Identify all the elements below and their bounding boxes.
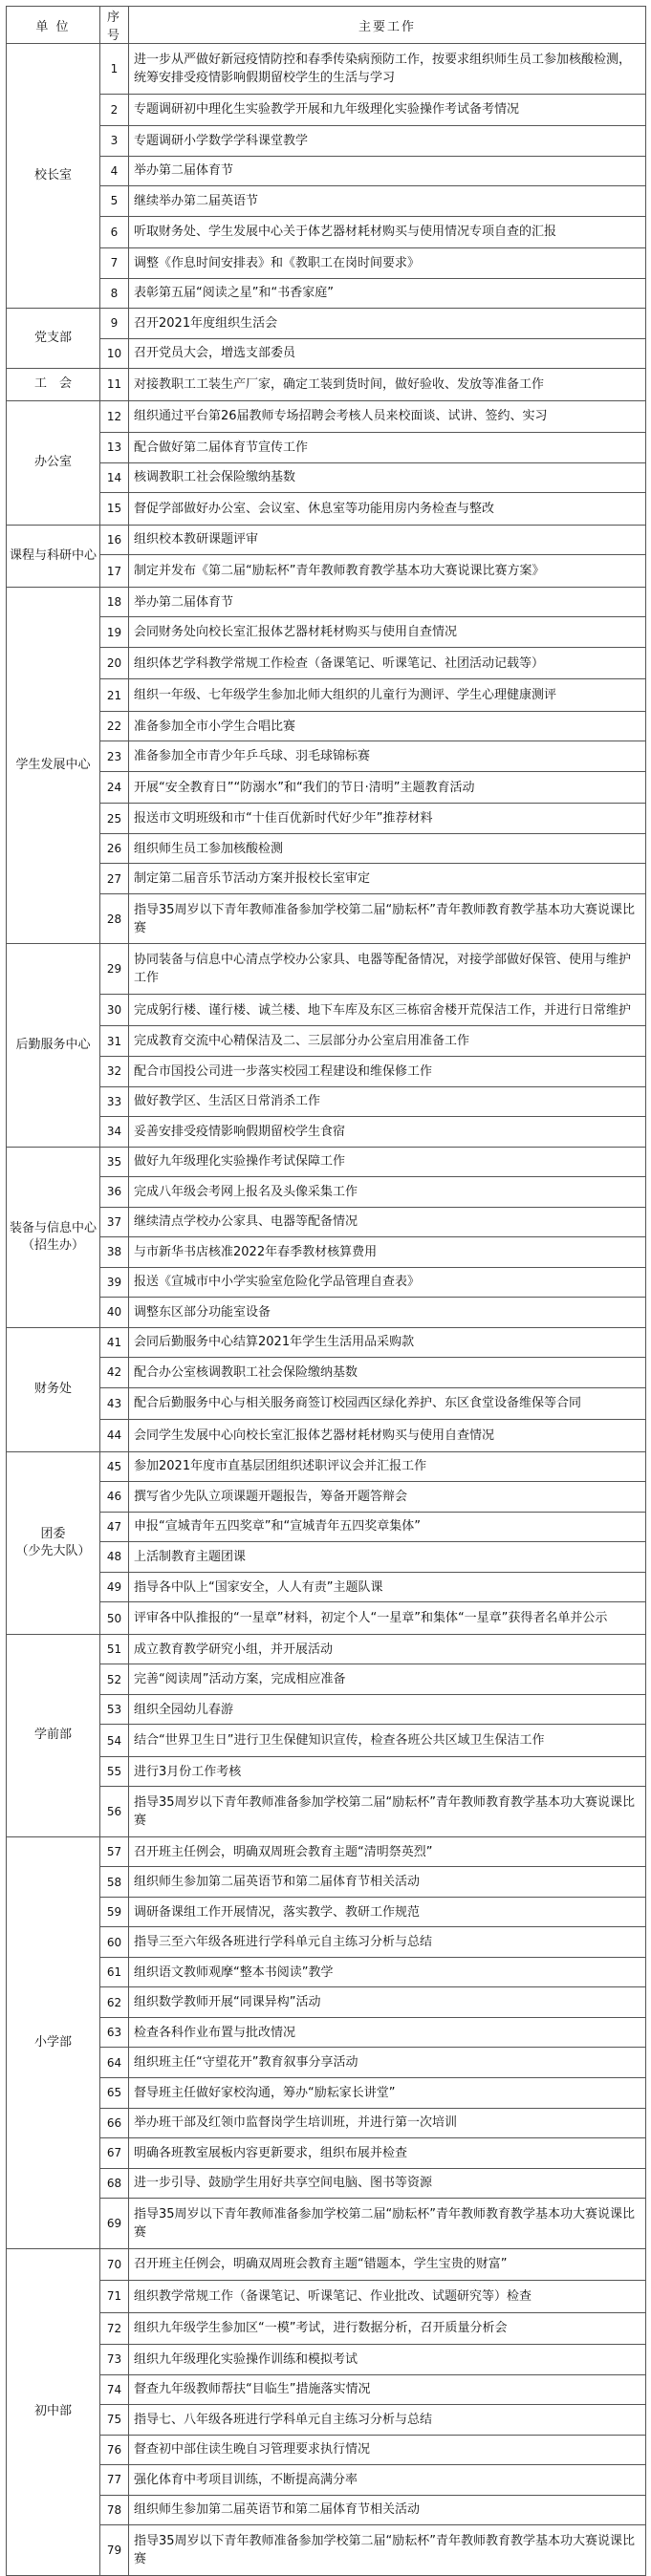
table-row [7, 2495, 646, 2525]
task-cell: 组织校本教研课题评审 [129, 525, 646, 555]
table-row [7, 2199, 646, 2249]
table-row [7, 1756, 646, 1787]
task-cell: 制定第二届音乐节活动方案并报校长室审定 [129, 864, 646, 894]
task-cell: 准备参加全市青少年乒乓球、羽毛球锦标赛 [129, 741, 646, 772]
row-number: 78 [100, 2495, 129, 2525]
row-number: 61 [100, 1957, 129, 1987]
row-number: 15 [100, 493, 129, 526]
table-row [7, 1327, 646, 1358]
task-cell: 组织九年级理化实验操作训练和模拟考试 [129, 2345, 646, 2375]
task-cell: 召开班主任例会，明确双周班会教育主题“清明祭英烈” [129, 1836, 646, 1867]
work-plan-table [6, 6, 646, 2576]
table-row [7, 944, 646, 995]
table-row [7, 1026, 646, 1057]
table-row [7, 1664, 646, 1695]
row-number: 43 [100, 1387, 129, 1420]
task-cell: 举办第二届体育节 [129, 156, 646, 186]
task-cell: 会同财务处向校长室汇报体艺器材耗材购买与使用自查情况 [129, 617, 646, 648]
task-cell: 评审各中队推报的“一星章”材料，初定个人“一星章”和集体“一星章”获得者名单并公示 [129, 1602, 646, 1635]
row-number: 68 [100, 2168, 129, 2199]
table-row [7, 1482, 646, 1513]
row-number: 25 [100, 804, 129, 834]
unit-cell: 财务处 [7, 1327, 100, 1451]
task-cell: 协同装备与信息中心清点学校办公家具、电器等配备情况，对接学部做好保管、使用与维护工作 [129, 944, 646, 995]
task-cell: 配合后勤服务中心与相关服务商签订校园西区绿化养护、东区食堂设备维保等合同 [129, 1387, 646, 1420]
unit-cell: 初中部 [7, 2248, 100, 2575]
row-number: 42 [100, 1358, 129, 1388]
row-number: 8 [100, 278, 129, 309]
task-cell: 指导35周岁以下青年教师准备参加学校第二届“励耘杯”青年教师教育教学基本功大赛说课比赛 [129, 2199, 646, 2249]
table-row [7, 2405, 646, 2436]
unit-cell: 装备与信息中心 （招生办） [7, 1147, 100, 1327]
task-cell: 做好九年级理化实验操作考试保障工作 [129, 1147, 646, 1177]
row-number: 65 [100, 2078, 129, 2109]
row-number: 46 [100, 1482, 129, 1513]
row-number: 24 [100, 771, 129, 804]
task-cell: 报送《宣城市中小学实验室危险化学品管理自查表》 [129, 1267, 646, 1298]
task-cell: 对接教职工工装生产厂家，确定工装到货时间，做好验收、发放等准备工作 [129, 369, 646, 401]
table-row [7, 1237, 646, 1268]
row-number: 36 [100, 1177, 129, 1208]
table-row [7, 1957, 646, 1987]
task-cell: 组织班主任“守望花开”教育叙事分享活动 [129, 2048, 646, 2078]
row-number: 59 [100, 1897, 129, 1927]
table-row [7, 126, 646, 157]
table-row [7, 1694, 646, 1725]
table-row [7, 1451, 646, 1482]
row-number: 56 [100, 1787, 129, 1837]
unit-cell: 党支部 [7, 309, 100, 369]
task-cell: 组织通过平台第26届教师专场招聘会考核人员来校面谈、试讲、签约、实习 [129, 400, 646, 433]
table-row [7, 94, 646, 126]
task-cell: 撰写省少先队立项课题开题报告，筹备开题答辩会 [129, 1482, 646, 1513]
unit-cell: 办公室 [7, 400, 100, 525]
row-number: 49 [100, 1572, 129, 1602]
task-cell: 完成教育交流中心精保洁及二、三层部分办公室启用准备工作 [129, 1026, 646, 1057]
table-row [7, 2281, 646, 2313]
task-cell: 会同后勤服务中心结算2021年学生生活用品采购款 [129, 1327, 646, 1358]
task-cell: 组织语文教师观摩“整本书阅读”教学 [129, 1957, 646, 1987]
row-number: 58 [100, 1867, 129, 1898]
table-row [7, 617, 646, 648]
task-cell: 表彰第五届“阅读之星”和“书香家庭” [129, 278, 646, 309]
row-number: 21 [100, 679, 129, 712]
task-cell: 举办班干部及红领巾监督岗学生培训班，并进行第一次培训 [129, 2108, 646, 2138]
task-cell: 检查各科作业布置与批改情况 [129, 2017, 646, 2048]
row-number: 38 [100, 1237, 129, 1268]
task-cell: 召开2021年度组织生活会 [129, 309, 646, 339]
task-cell: 督促学部做好办公室、会议室、休息室等功能用房内务检查与整改 [129, 493, 646, 526]
task-cell: 指导35周岁以下青年教师准备参加学校第二届“励耘杯”青年教师教育教学基本功大赛说课比赛 [129, 893, 646, 944]
task-cell: 强化体育中考项目训练，不断提高满分率 [129, 2465, 646, 2496]
unit-cell: 后勤服务中心 [7, 944, 100, 1147]
task-cell: 组织师生员工参加核酸检测 [129, 833, 646, 864]
row-number: 51 [100, 1634, 129, 1664]
row-number: 54 [100, 1725, 129, 1757]
row-number: 76 [100, 2435, 129, 2465]
table-row [7, 555, 646, 588]
table-row [7, 2435, 646, 2465]
unit-cell: 课程与科研中心 [7, 525, 100, 587]
task-cell: 报送市文明班级和市“十佳百优新时代好少年”推荐材料 [129, 804, 646, 834]
table-row [7, 1420, 646, 1452]
table-row [7, 1387, 646, 1420]
row-number: 20 [100, 647, 129, 679]
row-number: 75 [100, 2405, 129, 2436]
table-row [7, 1267, 646, 1298]
row-number: 32 [100, 1056, 129, 1086]
task-cell: 完成躬行楼、谨行楼、诚兰楼、地下车库及东区三栋宿舍楼开荒保洁工作，并进行日常维护 [129, 994, 646, 1026]
table-row [7, 248, 646, 279]
table-row [7, 1056, 646, 1086]
table-row [7, 1725, 646, 1757]
task-cell: 继续举办第二届英语节 [129, 186, 646, 217]
task-cell: 配合办公室核调教职工社会保险缴纳基数 [129, 1358, 646, 1388]
row-number: 47 [100, 1512, 129, 1542]
task-cell: 组织体艺学科教学常规工作检查（备课笔记、听课笔记、社团活动记载等） [129, 647, 646, 679]
row-number: 63 [100, 2017, 129, 2048]
table-row [7, 309, 646, 339]
task-cell: 准备参加全市小学生合唱比赛 [129, 711, 646, 741]
table-row [7, 1117, 646, 1148]
header-row [7, 7, 646, 44]
table-row [7, 2374, 646, 2405]
table-row [7, 1836, 646, 1867]
table-body [7, 44, 646, 2576]
task-cell: 组织师生参加第二届英语节和第二届体育节相关活动 [129, 2495, 646, 2525]
row-number: 45 [100, 1451, 129, 1482]
task-cell: 上活制教育主题团课 [129, 1542, 646, 1573]
row-number: 50 [100, 1602, 129, 1635]
task-cell: 督查初中部住读生晚自习管理要求执行情况 [129, 2435, 646, 2465]
row-number: 66 [100, 2108, 129, 2138]
row-number: 11 [100, 369, 129, 401]
table-row [7, 1147, 646, 1177]
row-number: 29 [100, 944, 129, 995]
task-cell: 完善“阅读周”活动方案，完成相应准备 [129, 1664, 646, 1695]
row-number: 22 [100, 711, 129, 741]
table-row [7, 1177, 646, 1208]
row-number: 26 [100, 833, 129, 864]
header-unit: 单 位 [7, 7, 100, 44]
row-number: 64 [100, 2048, 129, 2078]
row-number: 79 [100, 2525, 129, 2576]
row-number: 34 [100, 1117, 129, 1148]
table-row [7, 216, 646, 248]
row-number: 44 [100, 1420, 129, 1452]
table-row [7, 1634, 646, 1664]
row-number: 2 [100, 94, 129, 126]
unit-cell: 校长室 [7, 44, 100, 309]
table-row [7, 587, 646, 617]
row-number: 57 [100, 1836, 129, 1867]
task-cell: 指导三至六年级各班进行学科单元自主练习分析与总结 [129, 1927, 646, 1958]
task-cell: 配合市国投公司进一步落实校园工程建设和维保修工作 [129, 1056, 646, 1086]
row-number: 60 [100, 1927, 129, 1958]
task-cell: 开展“安全教育日”“防溺水”和“我们的节日·清明”主题教育活动 [129, 771, 646, 804]
task-cell: 申报“宣城青年五四奖章”和“宣城青年五四奖章集体” [129, 1512, 646, 1542]
task-cell: 进一步从严做好新冠疫情防控和春季传染病预防工作，按要求组织师生员工参加核酸检测，统筹安排受疫情影响假期留校学生的生活与学习 [129, 44, 646, 95]
task-cell: 做好教学区、生活区日常消杀工作 [129, 1086, 646, 1117]
row-number: 9 [100, 309, 129, 339]
unit-cell: 学生发展中心 [7, 587, 100, 944]
row-number: 23 [100, 741, 129, 772]
table-row [7, 864, 646, 894]
table-row [7, 493, 646, 526]
task-cell: 组织教学常规工作（备课笔记、听课笔记、作业批改、试题研究等）检查 [129, 2281, 646, 2313]
row-number: 67 [100, 2138, 129, 2169]
table-row [7, 711, 646, 741]
table-row [7, 647, 646, 679]
table-row [7, 2108, 646, 2138]
task-cell: 召开班主任例会，明确双周班会教育主题“错题本，学生宝贵的财富” [129, 2248, 646, 2281]
table-row [7, 1358, 646, 1388]
task-cell: 进行3月份工作考核 [129, 1756, 646, 1787]
table-row [7, 1867, 646, 1898]
task-cell: 专题调研小学数学学科课堂教学 [129, 126, 646, 157]
table-row [7, 893, 646, 944]
table-row [7, 2312, 646, 2345]
row-number: 30 [100, 994, 129, 1026]
task-cell: 组织九年级学生参加区“一模”考试，进行数据分析，召开质量分析会 [129, 2312, 646, 2345]
row-number: 41 [100, 1327, 129, 1358]
row-number: 71 [100, 2281, 129, 2313]
task-cell: 制定并发布《第二届“励耘杯”青年教师教育教学基本功大赛说课比赛方案》 [129, 555, 646, 588]
row-number: 74 [100, 2374, 129, 2405]
task-cell: 召开党员大会，增选支部委员 [129, 338, 646, 369]
table-row [7, 186, 646, 217]
table-row [7, 994, 646, 1026]
row-number: 7 [100, 248, 129, 279]
row-number: 33 [100, 1086, 129, 1117]
row-number: 73 [100, 2345, 129, 2375]
task-cell: 与市新华书店核准2022年春季教材核算费用 [129, 1237, 646, 1268]
row-number: 27 [100, 864, 129, 894]
task-cell: 指导35周岁以下青年教师准备参加学校第二届“励耘杯”青年教师教育教学基本功大赛说课比赛 [129, 1787, 646, 1837]
row-number: 40 [100, 1298, 129, 1328]
task-cell: 成立教育教学研究小组，并开展活动 [129, 1634, 646, 1664]
row-number: 16 [100, 525, 129, 555]
task-cell: 明确各班教室展板内容更新要求，组织布展并检查 [129, 2138, 646, 2169]
table-row [7, 1927, 646, 1958]
table-row [7, 2248, 646, 2281]
table-row [7, 833, 646, 864]
table-row [7, 44, 646, 95]
row-number: 4 [100, 156, 129, 186]
row-number: 3 [100, 126, 129, 157]
row-number: 52 [100, 1664, 129, 1695]
header-number: 序号 [100, 7, 129, 44]
table-row [7, 1572, 646, 1602]
task-cell: 督查九年级教师帮扶“目临生”措施落实情况 [129, 2374, 646, 2405]
row-number: 39 [100, 1267, 129, 1298]
task-cell: 结合“世界卫生日”进行卫生保健知识宣传，检查各班公共区域卫生保洁工作 [129, 1725, 646, 1757]
task-cell: 指导各中队上“国家安全，人人有责”主题队课 [129, 1572, 646, 1602]
table-row [7, 156, 646, 186]
row-number: 77 [100, 2465, 129, 2496]
unit-cell: 工 会 [7, 369, 100, 401]
task-cell: 指导七、八年级各班进行学科单元自主练习分析与总结 [129, 2405, 646, 2436]
task-cell: 组织数学教师开展“同课异构”活动 [129, 1987, 646, 2018]
table-row [7, 1897, 646, 1927]
row-number: 1 [100, 44, 129, 95]
table-row [7, 741, 646, 772]
task-cell: 调整《作息时间安排表》和《教职工在岗时间要求》 [129, 248, 646, 279]
row-number: 31 [100, 1026, 129, 1057]
table-row [7, 1512, 646, 1542]
row-number: 37 [100, 1207, 129, 1237]
task-cell: 组织全园幼儿春游 [129, 1694, 646, 1725]
table-row [7, 433, 646, 463]
task-cell: 妥善安排受疫情影响假期留校学生食宿 [129, 1117, 646, 1148]
row-number: 62 [100, 1987, 129, 2018]
table-row [7, 338, 646, 369]
task-cell: 举办第二届体育节 [129, 587, 646, 617]
row-number: 69 [100, 2199, 129, 2249]
task-cell: 配合做好第二届体育节宣传工作 [129, 433, 646, 463]
unit-cell: 小学部 [7, 1836, 100, 2248]
table-row [7, 2138, 646, 2169]
unit-cell: 团委 （少先大队） [7, 1451, 100, 1634]
task-cell: 进一步引导、鼓励学生用好共享空间电脑、图书等资源 [129, 2168, 646, 2199]
table-row [7, 1542, 646, 1573]
table-row [7, 400, 646, 433]
table-row [7, 2345, 646, 2375]
table-row [7, 804, 646, 834]
task-cell: 调整东区部分功能室设备 [129, 1298, 646, 1328]
row-number: 13 [100, 433, 129, 463]
task-cell: 专题调研初中理化生实验教学开展和九年级理化实验操作考试备考情况 [129, 94, 646, 126]
table-row [7, 369, 646, 401]
row-number: 10 [100, 338, 129, 369]
row-number: 14 [100, 462, 129, 493]
task-cell: 听取财务处、学生发展中心关于体艺器材耗材购买与使用情况专项自查的汇报 [129, 216, 646, 248]
task-cell: 会同学生发展中心向校长室汇报体艺器材耗材购买与使用自查情况 [129, 1420, 646, 1452]
task-cell: 组织一年级、七年级学生参加北师大组织的儿童行为测评、学生心理健康测评 [129, 679, 646, 712]
task-cell: 督导班主任做好家校沟通，筹办“励耘家长讲堂” [129, 2078, 646, 2109]
table-row [7, 1602, 646, 1635]
row-number: 28 [100, 893, 129, 944]
task-cell: 调研备课组工作开展情况，落实教学、教研工作规范 [129, 1897, 646, 1927]
row-number: 6 [100, 216, 129, 248]
header-task: 主要工作 [129, 7, 646, 44]
task-cell: 核调教职工社会保险缴纳基数 [129, 462, 646, 493]
table-row [7, 525, 646, 555]
table-row [7, 679, 646, 712]
row-number: 18 [100, 587, 129, 617]
unit-cell: 学前部 [7, 1634, 100, 1836]
row-number: 5 [100, 186, 129, 217]
table-row [7, 1787, 646, 1837]
task-cell: 参加2021年度市直基层团组织述职评议会并汇报工作 [129, 1451, 646, 1482]
table-row [7, 771, 646, 804]
table-row [7, 1987, 646, 2018]
row-number: 48 [100, 1542, 129, 1573]
table-row [7, 1298, 646, 1328]
table-row [7, 2078, 646, 2109]
work-plan-document [6, 6, 645, 2576]
row-number: 35 [100, 1147, 129, 1177]
table-row [7, 1207, 646, 1237]
table-row [7, 2525, 646, 2576]
table-row [7, 1086, 646, 1117]
task-cell: 完成八年级会考网上报名及头像采集工作 [129, 1177, 646, 1208]
task-cell: 继续清点学校办公家具、电器等配备情况 [129, 1207, 646, 1237]
table-row [7, 2465, 646, 2496]
table-row [7, 462, 646, 493]
table-row [7, 2017, 646, 2048]
table-row [7, 2168, 646, 2199]
table-row [7, 278, 646, 309]
row-number: 17 [100, 555, 129, 588]
table-row [7, 2048, 646, 2078]
row-number: 72 [100, 2312, 129, 2345]
row-number: 55 [100, 1756, 129, 1787]
row-number: 53 [100, 1694, 129, 1725]
task-cell: 组织师生参加第二届英语节和第二届体育节相关活动 [129, 1867, 646, 1898]
task-cell: 指导35周岁以下青年教师准备参加学校第二届“励耘杯”青年教师教育教学基本功大赛说课比赛 [129, 2525, 646, 2576]
row-number: 12 [100, 400, 129, 433]
row-number: 70 [100, 2248, 129, 2281]
row-number: 19 [100, 617, 129, 648]
table-header [7, 7, 646, 44]
